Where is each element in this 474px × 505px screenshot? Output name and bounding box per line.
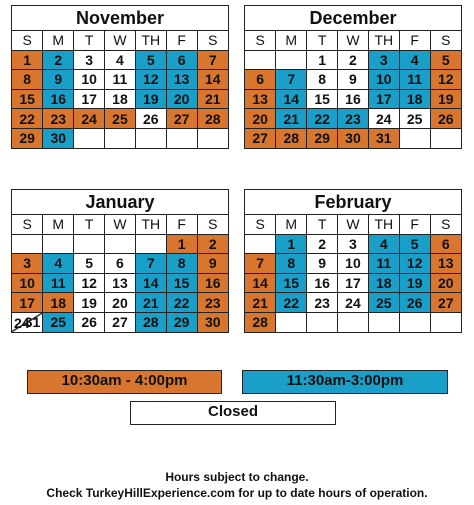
day-cell: 10 bbox=[74, 70, 105, 90]
day-cell: 9 bbox=[338, 70, 369, 90]
weekday-header-row bbox=[245, 31, 461, 50]
day-cell: 28 bbox=[197, 109, 228, 129]
day-cell: 10 bbox=[12, 273, 43, 293]
month-grid bbox=[245, 215, 461, 332]
day-cell: 22 bbox=[166, 293, 197, 313]
day-cell: 11 bbox=[399, 70, 430, 90]
month-title: December bbox=[245, 6, 461, 31]
day-cell: 17 bbox=[338, 273, 369, 293]
day-cell: 21 bbox=[276, 109, 307, 129]
weekday-header: S bbox=[12, 215, 43, 234]
day-cell: 6 bbox=[245, 70, 276, 90]
weekday-header-row bbox=[12, 215, 228, 234]
weekday-header: S bbox=[197, 215, 228, 234]
day-cell: 2 bbox=[307, 234, 338, 254]
day-cell-empty bbox=[166, 128, 197, 147]
day-cell: 14 bbox=[197, 70, 228, 90]
day-cell: 29 bbox=[12, 128, 43, 147]
calendar-november bbox=[11, 5, 229, 149]
calendar-january bbox=[11, 189, 229, 333]
day-cell: 2 bbox=[338, 50, 369, 70]
day-cell: 9 bbox=[307, 254, 338, 274]
day-cell: 5 bbox=[430, 50, 461, 70]
day-cell: 22 bbox=[276, 293, 307, 313]
day-cell: 3 bbox=[74, 50, 105, 70]
weekday-header: T bbox=[74, 215, 105, 234]
day-cell: 15 bbox=[276, 273, 307, 293]
day-cell: 16 bbox=[43, 89, 74, 109]
day-cell: 6 bbox=[105, 254, 136, 274]
weekday-header-row bbox=[12, 31, 228, 50]
day-cell: 17 bbox=[12, 293, 43, 313]
day-cell-empty bbox=[74, 234, 105, 254]
day-cell: 16 bbox=[197, 273, 228, 293]
weekday-header: W bbox=[338, 215, 369, 234]
day-cell-empty bbox=[399, 128, 430, 147]
day-cell: 19 bbox=[135, 89, 166, 109]
day-cell: 8 bbox=[276, 254, 307, 274]
weekday-header: M bbox=[276, 215, 307, 234]
day-cell: 21 bbox=[197, 89, 228, 109]
weekday-header: M bbox=[43, 31, 74, 50]
day-cell: 26 bbox=[74, 312, 105, 331]
day-cell: 14 bbox=[245, 273, 276, 293]
day-cell: 30 bbox=[338, 128, 369, 147]
weekday-header: TH bbox=[368, 31, 399, 50]
calendar-december bbox=[244, 5, 462, 149]
day-cell: 12 bbox=[399, 254, 430, 274]
day-cell: 20 bbox=[430, 273, 461, 293]
week-row bbox=[12, 89, 228, 109]
day-cell: 11 bbox=[43, 273, 74, 293]
day-cell: 26 bbox=[399, 293, 430, 313]
day-cell-empty bbox=[430, 128, 461, 147]
weekday-header: T bbox=[307, 31, 338, 50]
day-cell: 1 bbox=[166, 234, 197, 254]
week-row bbox=[245, 293, 461, 313]
day-cell: 10 bbox=[338, 254, 369, 274]
day-cell-empty bbox=[105, 128, 136, 147]
day-cell: 23 bbox=[43, 109, 74, 129]
day-cell: 30 bbox=[197, 312, 228, 331]
day-cell: 18 bbox=[399, 89, 430, 109]
day-cell-empty bbox=[197, 128, 228, 147]
day-cell: 13 bbox=[430, 254, 461, 274]
day-cell-empty bbox=[105, 234, 136, 254]
day-cell: 16 bbox=[338, 89, 369, 109]
footer-note-change: Hours subject to change. bbox=[165, 470, 309, 484]
week-row bbox=[245, 234, 461, 254]
day-cell: 20 bbox=[166, 89, 197, 109]
month-grid bbox=[12, 31, 228, 148]
day-cell: 4 bbox=[368, 234, 399, 254]
day-number: 24 bbox=[14, 314, 30, 331]
day-cell: 7 bbox=[197, 50, 228, 70]
footer-note-website: Check TurkeyHillExperience.com for up to date hours of operation. bbox=[46, 486, 428, 500]
day-cell-empty bbox=[12, 234, 43, 254]
week-row bbox=[245, 273, 461, 293]
weekday-header: T bbox=[307, 215, 338, 234]
day-cell: 3 bbox=[338, 234, 369, 254]
weekday-header: S bbox=[245, 31, 276, 50]
day-cell: 8 bbox=[307, 70, 338, 90]
day-cell: 13 bbox=[105, 273, 136, 293]
day-cell: 5 bbox=[135, 50, 166, 70]
weekday-header: W bbox=[338, 31, 369, 50]
day-cell: 8 bbox=[166, 254, 197, 274]
day-cell: 29 bbox=[166, 312, 197, 331]
day-cell: 22 bbox=[307, 109, 338, 129]
day-cell: 17 bbox=[368, 89, 399, 109]
week-row bbox=[12, 109, 228, 129]
day-cell: 16 bbox=[307, 273, 338, 293]
day-cell: 27 bbox=[105, 312, 136, 331]
week-row bbox=[12, 254, 228, 274]
day-cell: 23 bbox=[338, 109, 369, 129]
day-cell-empty bbox=[307, 312, 338, 331]
day-cell: 4 bbox=[399, 50, 430, 70]
day-cell: 12 bbox=[74, 273, 105, 293]
day-cell: 15 bbox=[166, 273, 197, 293]
day-cell: 19 bbox=[399, 273, 430, 293]
day-cell-split bbox=[12, 312, 43, 331]
day-cell: 19 bbox=[74, 293, 105, 313]
day-cell: 5 bbox=[399, 234, 430, 254]
month-title: February bbox=[245, 190, 461, 215]
day-cell: 20 bbox=[245, 109, 276, 129]
day-cell: 7 bbox=[245, 254, 276, 274]
day-cell: 6 bbox=[430, 234, 461, 254]
weekday-header: F bbox=[166, 215, 197, 234]
day-cell: 26 bbox=[430, 109, 461, 129]
day-cell: 13 bbox=[166, 70, 197, 90]
day-cell-empty bbox=[338, 312, 369, 331]
legend-blue-hours: 11:30am-3:00pm bbox=[242, 370, 448, 394]
day-cell: 2 bbox=[197, 234, 228, 254]
week-row bbox=[12, 70, 228, 90]
day-cell-empty bbox=[430, 312, 461, 331]
weekday-header: M bbox=[276, 31, 307, 50]
weekday-header: TH bbox=[368, 215, 399, 234]
day-cell-empty bbox=[74, 128, 105, 147]
day-cell: 27 bbox=[245, 128, 276, 147]
day-cell: 4 bbox=[105, 50, 136, 70]
day-cell: 6 bbox=[166, 50, 197, 70]
day-cell: 25 bbox=[43, 312, 74, 331]
legend-orange-hours: 10:30am - 4:00pm bbox=[27, 370, 222, 394]
day-cell: 11 bbox=[368, 254, 399, 274]
legend-closed: Closed bbox=[130, 401, 336, 425]
day-cell: 13 bbox=[245, 89, 276, 109]
weekday-header: S bbox=[430, 31, 461, 50]
weekday-header: TH bbox=[135, 31, 166, 50]
day-cell: 17 bbox=[74, 89, 105, 109]
day-cell: 23 bbox=[197, 293, 228, 313]
week-row bbox=[12, 273, 228, 293]
day-cell: 18 bbox=[368, 273, 399, 293]
day-cell: 25 bbox=[368, 293, 399, 313]
day-cell: 10 bbox=[368, 70, 399, 90]
day-cell: 18 bbox=[105, 89, 136, 109]
week-row bbox=[245, 70, 461, 90]
day-cell: 24 bbox=[74, 109, 105, 129]
week-row bbox=[12, 312, 228, 331]
day-number: 31 bbox=[24, 313, 41, 330]
day-cell: 2 bbox=[43, 50, 74, 70]
day-cell-empty bbox=[399, 312, 430, 331]
day-cell-empty bbox=[43, 234, 74, 254]
day-cell: 15 bbox=[307, 89, 338, 109]
weekday-header: W bbox=[105, 31, 136, 50]
day-cell: 21 bbox=[135, 293, 166, 313]
weekday-header: F bbox=[399, 31, 430, 50]
day-cell: 12 bbox=[430, 70, 461, 90]
day-cell: 12 bbox=[135, 70, 166, 90]
day-cell: 1 bbox=[276, 234, 307, 254]
week-row bbox=[12, 293, 228, 313]
day-cell: 19 bbox=[430, 89, 461, 109]
day-cell: 8 bbox=[12, 70, 43, 90]
day-cell: 24 bbox=[368, 109, 399, 129]
weekday-header: S bbox=[430, 215, 461, 234]
day-cell: 11 bbox=[105, 70, 136, 90]
day-cell-empty bbox=[276, 50, 307, 70]
weekday-header: TH bbox=[135, 215, 166, 234]
day-cell: 26 bbox=[135, 109, 166, 129]
day-cell: 20 bbox=[105, 293, 136, 313]
week-row bbox=[245, 89, 461, 109]
week-row bbox=[12, 234, 228, 254]
day-cell: 1 bbox=[307, 50, 338, 70]
month-grid bbox=[245, 31, 461, 148]
day-cell-empty bbox=[245, 234, 276, 254]
weekday-header-row bbox=[245, 215, 461, 234]
day-cell: 28 bbox=[276, 128, 307, 147]
day-cell: 4 bbox=[43, 254, 74, 274]
weekday-header: S bbox=[245, 215, 276, 234]
month-grid bbox=[12, 215, 228, 332]
day-cell: 28 bbox=[135, 312, 166, 331]
week-row bbox=[245, 50, 461, 70]
weekday-header: S bbox=[12, 31, 43, 50]
day-cell-empty bbox=[135, 128, 166, 147]
day-cell: 27 bbox=[430, 293, 461, 313]
week-row bbox=[245, 128, 461, 147]
weekday-header: S bbox=[197, 31, 228, 50]
week-row bbox=[245, 312, 461, 331]
day-cell: 27 bbox=[166, 109, 197, 129]
weekday-header: F bbox=[399, 215, 430, 234]
day-cell: 29 bbox=[307, 128, 338, 147]
month-title: January bbox=[12, 190, 228, 215]
day-cell: 25 bbox=[399, 109, 430, 129]
day-cell: 5 bbox=[74, 254, 105, 274]
day-cell: 3 bbox=[12, 254, 43, 274]
week-row bbox=[245, 254, 461, 274]
weekday-header: W bbox=[105, 215, 136, 234]
calendar-february bbox=[244, 189, 462, 333]
day-cell: 9 bbox=[197, 254, 228, 274]
week-row bbox=[245, 109, 461, 129]
day-cell: 30 bbox=[43, 128, 74, 147]
day-cell: 31 bbox=[368, 128, 399, 147]
weekday-header: M bbox=[43, 215, 74, 234]
week-row bbox=[12, 128, 228, 147]
day-cell: 23 bbox=[307, 293, 338, 313]
day-cell: 14 bbox=[135, 273, 166, 293]
day-cell: 18 bbox=[43, 293, 74, 313]
day-cell: 7 bbox=[135, 254, 166, 274]
weekday-header: F bbox=[166, 31, 197, 50]
day-cell: 24 bbox=[338, 293, 369, 313]
day-cell: 14 bbox=[276, 89, 307, 109]
month-title: November bbox=[12, 6, 228, 31]
day-cell-empty bbox=[245, 50, 276, 70]
day-cell: 21 bbox=[245, 293, 276, 313]
day-cell-empty bbox=[135, 234, 166, 254]
day-cell: 15 bbox=[12, 89, 43, 109]
day-cell-empty bbox=[368, 312, 399, 331]
day-cell: 9 bbox=[43, 70, 74, 90]
day-cell: 22 bbox=[12, 109, 43, 129]
day-cell: 3 bbox=[368, 50, 399, 70]
week-row bbox=[12, 50, 228, 70]
weekday-header: T bbox=[74, 31, 105, 50]
day-cell: 28 bbox=[245, 312, 276, 331]
day-cell: 1 bbox=[12, 50, 43, 70]
day-cell: 25 bbox=[105, 109, 136, 129]
day-cell-empty bbox=[276, 312, 307, 331]
day-cell: 7 bbox=[276, 70, 307, 90]
